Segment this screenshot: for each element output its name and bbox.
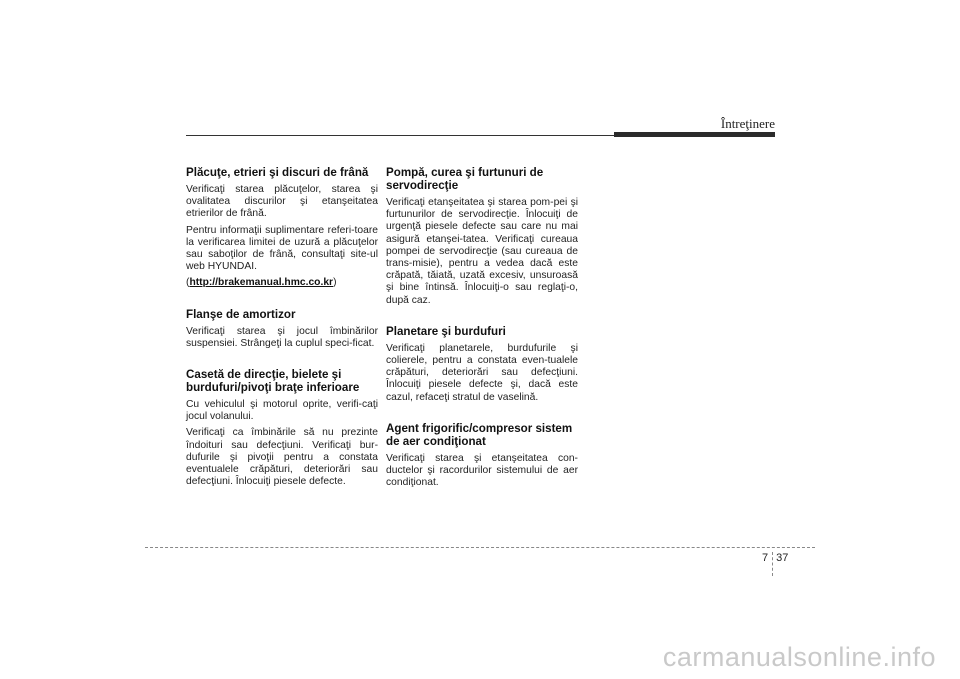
heading-brake-pads: Plăcuţe, etrieri şi discuri de frână xyxy=(186,166,369,179)
section-title: Întreţinere xyxy=(720,116,775,131)
paragraph: Verificaţi starea plăcuţelor, starea şi ovalitatea discurilor şi etanşeitatea etrierilor de frână. xyxy=(186,184,378,220)
paragraph: Verificaţi starea şi etanşeitatea con-ductelor şi racordurilor sistemului de aer condiţionat. xyxy=(386,452,578,489)
header-rule xyxy=(186,135,616,136)
spacer xyxy=(386,311,578,325)
paren-close: ) xyxy=(333,277,337,289)
heading-shock-flanges: Flanşe de amortizor xyxy=(186,307,296,321)
chapter-number: 7 xyxy=(762,552,769,564)
page-number-divider xyxy=(772,552,773,576)
paragraph: Verificaţi starea şi jocul îmbinărilor suspensiei. Strângeţi la cuplul speci-ficat. xyxy=(186,325,378,349)
link-line xyxy=(186,277,378,289)
paragraph: Cu vehiculul şi motorul oprite, verifi-caţi jocul volanului. xyxy=(186,399,378,423)
spacer xyxy=(186,354,378,368)
paragraph: Verificaţi etanşeitatea şi starea pom-pei şi furtunurilor de servodirecţie. Înlocuiţi de urgenţă piesele defecte sau care nu mai asigură etanşei-tatea. Verificaţi cureaua pompei de servodirecţie (sau cureaua de trans-misie), pentru a vedea dacă este crăpată, tăiată, uzată excesiv, unsuroasă şi bine întinsă. Înlocuiţi-o sau reglaţi-o, după caz. xyxy=(386,197,578,306)
page-index: 37 xyxy=(776,552,789,564)
paragraph: Verificaţi ca îmbinările să nu prezinte îndoituri sau defecţiuni. Verificaţi bur-dufurile şi pivoţii pentru a constata eventualele crăpături, deteriorări sau defecţiuni. Înlocuiţi piesele defecte. xyxy=(186,427,378,488)
watermark: carmanualsonline.info xyxy=(662,642,936,672)
heading-steering-box: Casetă de direcţie, bielete şi burdufuri/pivoţi braţe inferioare xyxy=(186,368,360,395)
paragraph: Verificaţi planetarele, burdufurile şi colierele, pentru a constata even-tualele crăpături, deteriorări sau defecţiuni. Înlocuiţi piesele defecte şi, dacă este cazul, refaceţi stratul de vaselină. xyxy=(386,342,578,403)
paren-open: ( xyxy=(186,277,190,289)
heading-ac-refrigerant: Agent frigorific/compresor sistem de aer condiţionat xyxy=(386,421,573,448)
header-rule-bar xyxy=(614,132,775,137)
brake-manual-link[interactable]: http://brakemanual.hmc.co.kr xyxy=(189,277,334,289)
page-number xyxy=(762,552,788,564)
footer-rule xyxy=(145,547,815,548)
right-column xyxy=(386,166,578,493)
heading-power-steering: Pompă, curea şi furtunuri de servodirecţie xyxy=(386,166,544,192)
left-column xyxy=(186,166,378,492)
heading-drive-shafts: Planetare şi burdufuri xyxy=(386,324,506,338)
spacer xyxy=(386,408,578,422)
spacer xyxy=(186,294,378,308)
paragraph: Pentru informaţii suplimentare referi-toare la verificarea limitei de uzură a plăcuţelor sau saboţilor de frână, consultaţi site-ul web HYUNDAI. xyxy=(186,224,378,273)
